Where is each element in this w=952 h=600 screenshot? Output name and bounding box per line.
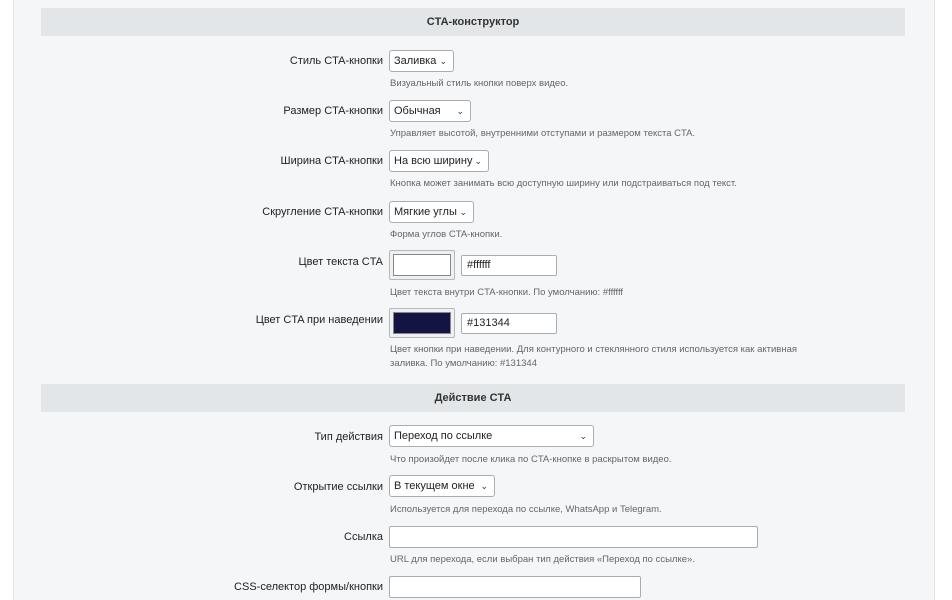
- css-selector-input[interactable]: [389, 576, 641, 598]
- link-hint: URL для перехода, если выбран тип действия «Переход по ссылке».: [390, 554, 695, 565]
- link-input[interactable]: [389, 526, 758, 548]
- size-select-value: Обычная: [394, 105, 441, 117]
- size-select[interactable]: [389, 100, 471, 122]
- chevron-down-icon: ⌄: [459, 207, 467, 217]
- action-type-hint: Что произойдет после клика по CTA-кнопке в раскрытом видео.: [390, 454, 672, 465]
- link-open-hint: Используется для перехода по ссылке, WhatsApp и Telegram.: [390, 504, 662, 515]
- chevron-down-icon: ⌄: [439, 56, 447, 66]
- section-header-cta-builder: CTA-конструктор: [41, 8, 905, 36]
- text-color-swatch[interactable]: [389, 250, 455, 280]
- size-label: Размер CTA-кнопки: [283, 105, 383, 117]
- hover-color-swatch[interactable]: [389, 308, 455, 338]
- link-label: Ссылка: [344, 531, 383, 543]
- text-color-hint: Цвет текста внутри CTA-кнопки. По умолчанию: #ffffff: [390, 287, 624, 298]
- width-label: Ширина CTA-кнопки: [280, 155, 383, 167]
- rounding-label: Скругление CTA-кнопки: [262, 206, 383, 218]
- style-hint: Визуальный стиль кнопки поверх видео.: [390, 78, 569, 89]
- size-hint: Управляет высотой, внутренними отступами и размером текста CTA.: [390, 128, 696, 139]
- hover-color-swatch-fill: [393, 312, 451, 334]
- width-select-value: На всю ширину: [394, 155, 473, 167]
- style-select-value: Заливка: [394, 55, 437, 67]
- link-open-select[interactable]: [389, 475, 495, 497]
- hover-color-hint-line1: Цвет кнопки при наведении. Для контурного и стеклянного стиля используется как активная: [390, 344, 798, 355]
- text-color-input[interactable]: #ffffff: [461, 255, 557, 276]
- link-open-select-value: В текущем окне: [394, 480, 475, 492]
- rounding-select[interactable]: [389, 201, 474, 223]
- width-select[interactable]: [389, 150, 489, 172]
- chevron-down-icon: ⌄: [456, 106, 464, 116]
- hover-color-hint-line2: заливка. По умолчанию: #131344: [390, 358, 537, 369]
- chevron-down-icon: ⌄: [474, 156, 482, 166]
- style-label: Стиль CTA-кнопки: [289, 55, 383, 67]
- hover-color-hint: [390, 343, 797, 371]
- css-selector-label: CSS-селектор формы/кнопки: [234, 581, 383, 593]
- hover-color-input[interactable]: #131344: [461, 313, 557, 334]
- chevron-down-icon: ⌄: [480, 481, 488, 491]
- width-hint: Кнопка может занимать всю доступную ширину или подстраиваться под текст.: [390, 178, 737, 189]
- rounding-select-value: Мягкие углы: [394, 206, 457, 218]
- rounding-hint: Форма углов CTA-кнопки.: [390, 229, 503, 240]
- link-open-label: Открытие ссылки: [293, 481, 383, 493]
- action-type-label: Тип действия: [314, 431, 383, 443]
- text-color-label: Цвет текста CTA: [298, 256, 383, 268]
- hover-color-label: Цвет CTA при наведении: [255, 314, 383, 326]
- action-type-select-value: Переход по ссылке: [394, 430, 493, 442]
- section-header-cta-action: Действие CTA: [41, 384, 905, 412]
- text-color-swatch-fill: [393, 254, 451, 276]
- action-type-select[interactable]: [389, 425, 594, 447]
- style-select[interactable]: [389, 50, 454, 72]
- chevron-down-icon: ⌄: [579, 431, 587, 441]
